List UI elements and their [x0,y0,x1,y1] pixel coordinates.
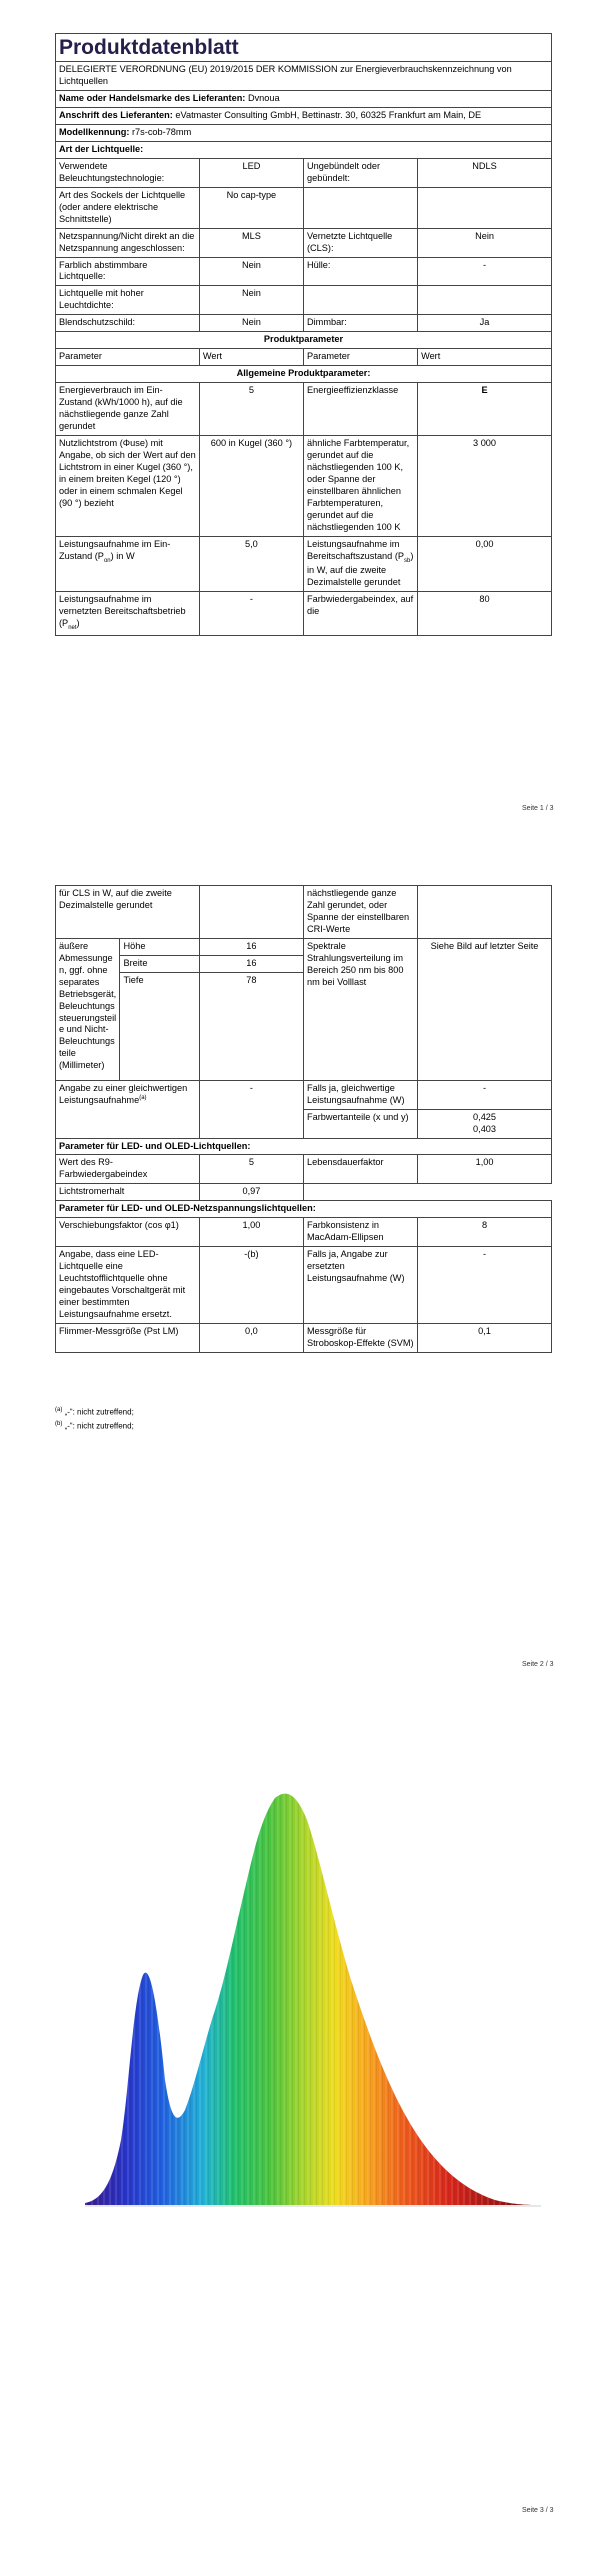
datasheet-page-1 [55,33,552,795]
on-mode-power-text: ) in W [110,550,135,561]
type-row-value [418,286,552,315]
networked-standby-text: ) [76,617,80,628]
flicker-row [56,1323,552,1352]
type-row [56,315,552,332]
standby-power-text: Leistungsaufnahme im Bereitschaftszustand (P [306,538,405,561]
type-row-value: MLS [199,228,303,257]
page-number-3: Seite 3 / 3 [522,2507,554,2514]
spectral-distribution-image [55,1780,552,2240]
cri-continued: nächstliegende ganze Zahl gerundet, oder Spanne der einstellbaren CRI-Werte [303,886,417,939]
energy-consumption-value: 5 [199,383,303,436]
networked-standby-value: - [199,592,303,636]
type-row-value: No cap-type [199,187,303,228]
equivalent-power-text: Angabe zu einer gleichwertigen Leistungsaufnahme [59,1082,188,1105]
flicker-label: Flimmer-Messgröße (Pst LM) [56,1323,200,1352]
useful-flux-value: 600 in Kugel (360 °) [199,435,303,536]
supplier-address-row [56,108,552,125]
mains-header: Parameter für LED- und OLED-Netzspannungslichtquellen: [56,1201,552,1218]
footnote-mark: (a) [55,1407,63,1413]
replaced-power-value: - [418,1247,552,1324]
on-mode-power-text: Leistungsaufnahme im Ein-Zustand (P [59,538,171,561]
color-consistency-value: 8 [418,1218,552,1247]
chromaticity-label: Farbwertanteile (x und y) [303,1109,417,1138]
empty-cell [303,1184,551,1201]
column-header-param: Parameter [303,349,417,366]
type-row-label: Verwendete Beleuchtungstechnologie: [56,158,200,187]
dims-row [56,938,552,955]
chromaticity-x: 0,425 [473,1111,497,1122]
cls-power-continued: für CLS in W, auf die zweite Dezimalstelle gerundet [56,886,200,939]
footnotes [55,1405,134,1434]
depth-label: Tiefe [120,972,199,1080]
spectral-label: Spektrale Strahlungsverteilung im Bereich 250 nm bis 800 nm bei Volllast [303,938,417,1080]
on-mode-power-sub: on [103,557,111,564]
lumen-maint-row [56,1184,552,1201]
width-value: 16 [199,955,303,972]
type-row [56,286,552,315]
type-row-label: Netzspannung/Nicht direkt an die Netzspannung angeschlossen: [56,228,200,257]
cct-label: ähnliche Farbtemperatur, gerundet auf die nächstliegenden 100 K, oder Spanne der einstellbaren ähnlichen Farbtemperaturen, gerundet auf die nächstliegenden 100 K [303,435,417,536]
footnote-text: „-“: nicht zutreffend; [64,1407,134,1417]
page-title: Produktdatenblatt [56,34,552,62]
footnote-text: „-“: nicht zutreffend; [64,1421,134,1431]
equivalent-power-w-value: - [418,1080,552,1109]
type-row [56,158,552,187]
type-row [56,257,552,286]
page-number-1: Seite 1 / 3 [522,805,554,812]
type-row-value: Nein [199,315,303,332]
networked-standby-sub: net [68,624,77,631]
spectral-value: Siehe Bild auf letzter Seite [418,938,552,1080]
type-row-value: Ja [418,315,552,332]
equivalent-power-value: - [199,1080,303,1138]
type-row-label: Farblich abstimmbare Lichtquelle: [56,257,200,286]
replacement-claim-label: Angabe, dass eine LED-Lichtquelle eine Leuchtstofflichtquelle ohne eingebautes Vorschaltgerät mit einer bestimmten Leistungsaufnahme ersetzt. [56,1247,200,1324]
supplier-address-value: eVatmaster Consulting GmbH, Bettinastr. 30, 60325 Frankfurt am Main, DE [175,110,482,120]
replaced-power-label: Falls ja, Angabe zur ersetzten Leistungsaufnahme (W) [303,1247,417,1324]
energy-consumption-label: Energieverbrauch im Ein-Zustand (kWh/1000 h), auf die nächstliegende ganze Zahl gerundet [56,383,200,436]
replacement-claim-value: -(b) [199,1247,303,1324]
type-row-label [303,187,417,228]
height-value: 16 [199,938,303,955]
datasheet-table-page-1 [55,33,552,636]
column-header-value: Wert [418,349,552,366]
networked-standby-label [56,592,200,636]
param-row-energy [56,383,552,436]
r9-value: 5 [199,1155,303,1184]
continuation-row [56,886,552,939]
lumen-maintenance-value: 0,97 [199,1184,303,1201]
type-row-value: - [418,257,552,286]
standby-power-label [303,536,417,591]
cri-label: Farbwiedergabeindex, auf die [303,592,417,636]
power-factor-value: 1,00 [199,1218,303,1247]
survival-label: Lebensdauerfaktor [303,1155,417,1184]
cct-value: 3 000 [418,435,552,536]
type-row-value: Nein [418,228,552,257]
lumen-maintenance-label: Lichtstromerhalt [56,1184,200,1201]
model-value: r7s-cob-78mm [132,126,192,137]
model-label: Modellkennung: [59,126,130,137]
standby-power-text: ) in W, auf die zweite Dezimalstelle gerundet [306,550,414,588]
column-header-value: Wert [199,349,303,366]
equivalent-power-label [56,1080,200,1138]
type-row-value: NDLS [418,158,552,187]
column-header-row [56,349,552,366]
column-header-param: Parameter [56,349,200,366]
param-row-flux [56,435,552,536]
type-row-value: LED [199,158,303,187]
equiv-row [56,1080,552,1109]
param-row-power [56,536,552,591]
type-row-value: Nein [199,286,303,315]
footnote-mark-a: (a) [139,1094,147,1101]
supplier-name-row [56,91,552,108]
survival-value: 1,00 [418,1155,552,1184]
type-row-label: Ungebündelt oder gebündelt: [303,158,417,187]
energy-class-value: E [418,383,552,436]
type-row-label: Dimmbar: [303,315,417,332]
useful-flux-label: Nutzlichtstrom (Φuse) mit Angabe, ob sich der Wert auf den Lichtstrom in einer Kugel (360 °), in einem breiten Kegel (120 °) oder in einem schmalen Kegel (90 °) bezieht [56,435,200,536]
power-factor-label: Verschiebungsfaktor (cos φ1) [56,1218,200,1247]
footnote-b [55,1419,134,1433]
supplier-address-label: Anschrift des Lieferanten: [59,110,173,120]
regulation-text: DELEGIERTE VERORDNUNG (EU) 2019/2015 DER KOMMISSION zur Energieverbrauchskennzeichnung von Lichtquellen [56,62,552,91]
type-row-value [418,187,552,228]
supplier-name-value: Dvnoua [247,93,280,104]
general-params-header: Allgemeine Produktparameter: [56,366,552,383]
r9-label: Wert des R9-Farbwiedergabeindex [56,1155,200,1184]
spectrum-graphic [55,1780,552,2240]
datasheet-page-2 [55,885,552,1353]
product-params-header: Produktparameter [56,332,552,349]
supplier-name-label: Name oder Handelsmarke des Lieferanten: [59,93,246,104]
width-label: Breite [120,955,199,972]
param-row-networked [56,592,552,636]
cri-value: 80 [418,592,552,636]
pf-row [56,1218,552,1247]
type-row-label: Hülle: [303,257,417,286]
type-row [56,228,552,257]
flicker-value: 0,0 [199,1323,303,1352]
chromaticity-value [418,1109,552,1138]
networked-standby-text: Leistungsaufnahme im vernetzten Bereitschaftsbetrieb (P [59,594,186,628]
empty-cell [418,886,552,939]
on-mode-power-value: 5,0 [199,536,303,591]
light-source-type-header: Art der Lichtquelle: [56,141,552,158]
stroboscopic-value: 0,1 [418,1323,552,1352]
type-row-label [303,286,417,315]
height-label: Höhe [120,938,199,955]
on-mode-power-label [56,536,200,591]
type-row-label: Vernetzte Lichtquelle (CLS): [303,228,417,257]
energy-class-label: Energieeffizienzklasse [303,383,417,436]
datasheet-table-page-2 [55,885,552,1353]
footnote-a [55,1405,134,1419]
depth-value: 78 [199,972,303,1080]
type-row [56,187,552,228]
page-number-2: Seite 2 / 3 [522,1661,554,1668]
stroboscopic-label: Messgröße für Stroboskop-Effekte (SVM) [303,1323,417,1352]
type-row-label: Art des Sockels der Lichtquelle (oder andere elektrische Schnittstelle) [56,187,200,228]
claim-row [56,1247,552,1324]
type-row-value: Nein [199,257,303,286]
empty-cell [199,886,303,939]
footnote-mark: (b) [55,1421,63,1428]
r9-row [56,1155,552,1184]
equivalent-power-w-label: Falls ja, gleichwertige Leistungsaufnahme (W) [303,1080,417,1109]
color-consistency-label: Farbkonsistenz in MacAdam-Ellipsen [303,1218,417,1247]
dimensions-label: äußere Abmessungen, ggf. ohne separates Betriebsgerät, Beleuchtungssteuerungsteile und Nicht-Beleuchtungsteile (Millimeter) [56,938,120,1080]
model-row [56,124,552,141]
standby-power-value: 0,00 [418,536,552,591]
type-row-label: Blendschutzschild: [56,315,200,332]
led-oled-header: Parameter für LED- und OLED-Lichtquellen: [56,1138,552,1155]
standby-power-sub: sb [404,557,411,564]
type-row-label: Lichtquelle mit hoher Leuchtdichte: [56,286,200,315]
chromaticity-y: 0,403 [473,1123,497,1134]
